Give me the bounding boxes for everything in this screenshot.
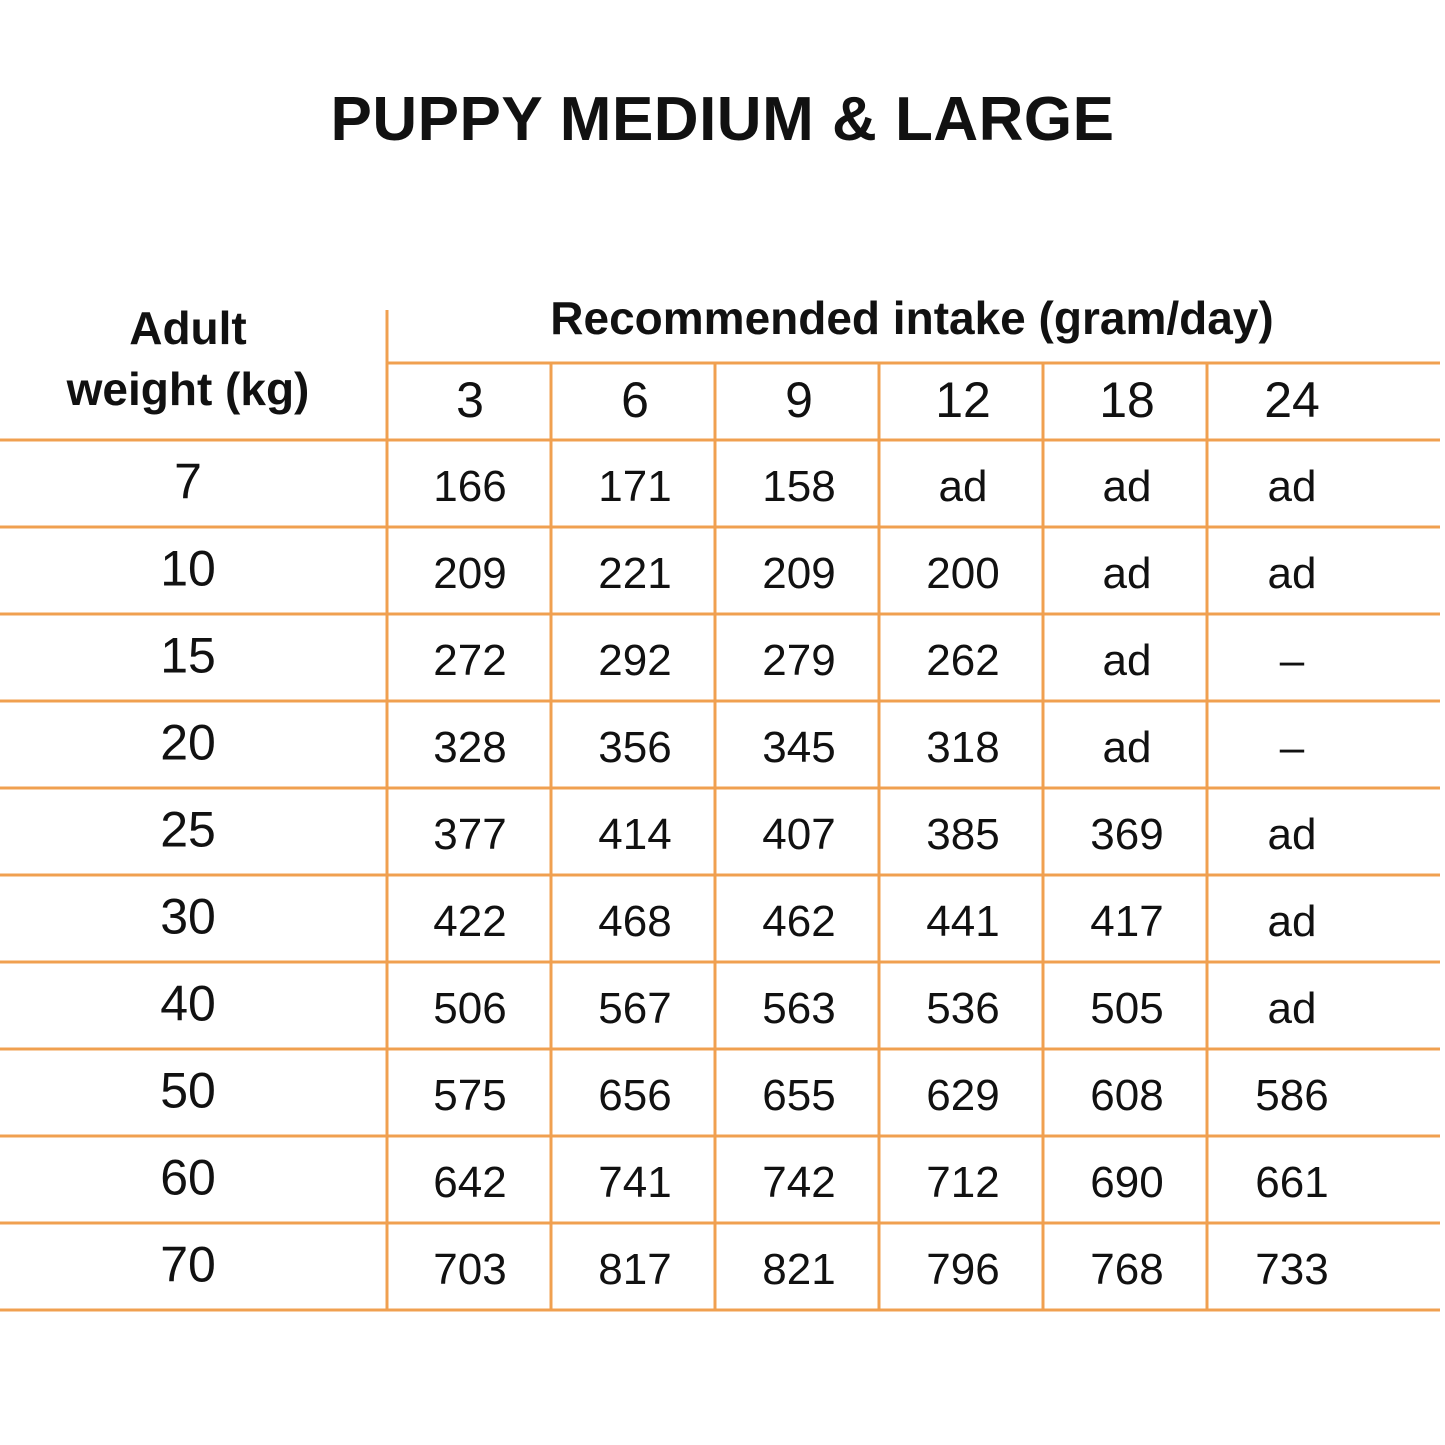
column-header: 18 [1099, 372, 1155, 428]
page-title: PUPPY MEDIUM & LARGE [330, 85, 1115, 154]
table-cell: 441 [926, 897, 1000, 946]
table-cell: – [1279, 636, 1305, 685]
table-cell: 629 [926, 1071, 1000, 1120]
column-header: 24 [1264, 372, 1320, 428]
row-header: 70 [160, 1236, 216, 1293]
table-cell: ad [938, 462, 988, 511]
table-cell: ad [1267, 810, 1317, 859]
column-header: 9 [785, 372, 813, 428]
table-cell: 318 [926, 723, 1000, 772]
table-cell: ad [1102, 723, 1152, 772]
table-cell: ad [1267, 462, 1317, 511]
column-header: 12 [935, 372, 991, 428]
table-cell: 742 [762, 1158, 836, 1207]
row-header: 10 [160, 540, 216, 597]
table-cell: 586 [1255, 1071, 1329, 1120]
table-cell: 171 [598, 462, 672, 511]
table-cell: 328 [433, 723, 507, 772]
table-cell: – [1279, 723, 1305, 772]
row-header-label: Adult [129, 302, 247, 354]
table-cell: 345 [762, 723, 836, 772]
table-cell: ad [1267, 984, 1317, 1033]
table-cell: 414 [598, 810, 672, 859]
table-cell: 279 [762, 636, 836, 685]
table-cell: 690 [1090, 1158, 1164, 1207]
table-cell: 563 [762, 984, 836, 1033]
row-header: 60 [160, 1149, 216, 1206]
table-cell: 468 [598, 897, 672, 946]
table-cell: 768 [1090, 1245, 1164, 1294]
table-cell: 407 [762, 810, 836, 859]
table-cell: ad [1267, 897, 1317, 946]
table-cell: 656 [598, 1071, 672, 1120]
table-cell: 292 [598, 636, 672, 685]
table-cell: 733 [1255, 1245, 1329, 1294]
table-cell: 796 [926, 1245, 1000, 1294]
table-cell: 221 [598, 549, 672, 598]
row-header-label: weight (kg) [66, 363, 310, 415]
table-cell: 209 [762, 549, 836, 598]
table-cell: 385 [926, 810, 1000, 859]
table-cell: ad [1102, 462, 1152, 511]
row-header: 50 [160, 1062, 216, 1119]
table-cell: 200 [926, 549, 1000, 598]
column-group-label: Recommended intake (gram/day) [550, 292, 1274, 344]
row-header: 30 [160, 888, 216, 945]
row-header: 15 [160, 627, 216, 684]
row-header: 7 [174, 453, 202, 510]
table-cell: 356 [598, 723, 672, 772]
table-cell: 575 [433, 1071, 507, 1120]
table-cell: 703 [433, 1245, 507, 1294]
row-header: 20 [160, 714, 216, 771]
table-cell: 655 [762, 1071, 836, 1120]
table-cell: ad [1267, 549, 1317, 598]
table-cell: 567 [598, 984, 672, 1033]
table-cell: 158 [762, 462, 836, 511]
column-header: 6 [621, 372, 649, 428]
table-cell: 166 [433, 462, 507, 511]
table-cell: 272 [433, 636, 507, 685]
table-cell: 505 [1090, 984, 1164, 1033]
row-header: 25 [160, 801, 216, 858]
table-cell: 712 [926, 1158, 1000, 1207]
table-cell: 741 [598, 1158, 672, 1207]
table-cell: 817 [598, 1245, 672, 1294]
table-cell: 661 [1255, 1158, 1329, 1207]
table-cell: 536 [926, 984, 1000, 1033]
table-cell: 209 [433, 549, 507, 598]
table-cell: ad [1102, 549, 1152, 598]
table-cell: 642 [433, 1158, 507, 1207]
table-cell: 417 [1090, 897, 1164, 946]
table-cell: 262 [926, 636, 1000, 685]
table-cell: ad [1102, 636, 1152, 685]
table-cell: 422 [433, 897, 507, 946]
table-cell: 377 [433, 810, 507, 859]
table-cell: 462 [762, 897, 836, 946]
table-cell: 821 [762, 1245, 836, 1294]
table-cell: 608 [1090, 1071, 1164, 1120]
row-header: 40 [160, 975, 216, 1032]
column-header: 3 [456, 372, 484, 428]
table-cell: 369 [1090, 810, 1164, 859]
table-cell: 506 [433, 984, 507, 1033]
